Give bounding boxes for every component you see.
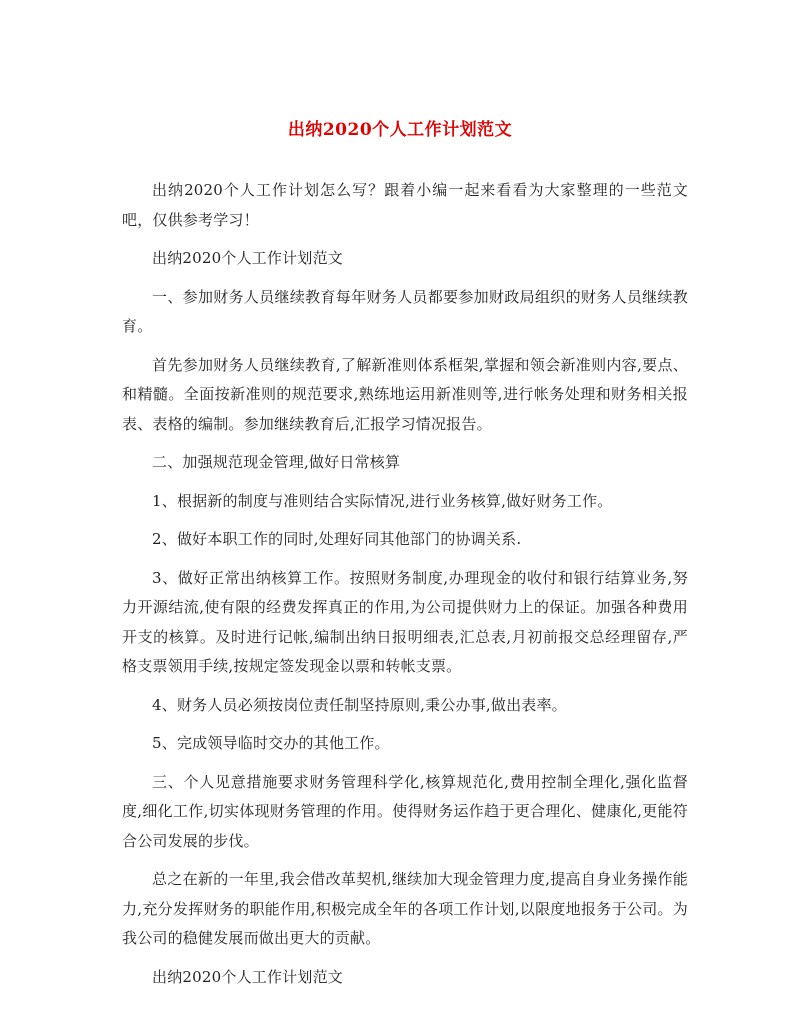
list-item-4: 4、财务人员必须按岗位责任制坚持原则,秉公办事,做出表率。	[152, 695, 567, 714]
document-body	[122, 176, 688, 1001]
intro-paragraph: 出纳2020个人工作计划怎么写？跟着小编一起来看看为大家整理的一些范文吧，仅供参考学习！	[122, 181, 688, 229]
conclusion-paragraph: 总之在新的一年里,我会借改革契机,继续加大现金管理力度,提高自身业务操作能力,充分发挥财务的职能作用,积极完成全年的各项工作计划,以限度地报务于公司。为我公司的稳健发展而做出更大的贡献。	[122, 870, 688, 947]
section-three-paragraph: 三、个人见意措施要求财务管理科学化,核算规范化,费用控制全理化,强化监督度,细化工作,切实体现财务管理的作用。使得财务运作趋于更合理化、健康化,更能符合公司发展的步伐。	[122, 772, 688, 850]
subtitle-paragraph: 出纳2020个人工作计划范文	[152, 249, 343, 267]
list-item-2: 2、做好本职工作的同时,处理好同其他部门的协调关系.	[152, 530, 522, 548]
list-item-5: 5、完成领导临时交办的其他工作。	[152, 734, 390, 752]
section-one-body: 首先参加财务人员继续教育,了解新准则体系框架,掌握和领会新准则内容,要点、和精髓。全面按新准则的规范要求,熟练地运用新准则等,进行帐务处理和财务相关报表、表格的编制。参加继续教育后,汇报学习情况报告。	[122, 355, 688, 433]
closing-subtitle: 出纳2020个人工作计划范文	[152, 967, 343, 986]
section-one-heading: 一、参加财务人员继续教育每年财务人员都要参加财政局组织的财务人员继续教育。	[122, 287, 688, 335]
list-item-1: 1、根据新的制度与准则结合实际情况,进行业务核算,做好财务工作。	[152, 491, 613, 510]
document-title: 出纳2020个人工作计划范文	[287, 120, 513, 140]
section-two-heading: 二、加强规范现金管理,做好日常核算	[152, 453, 401, 471]
list-item-3: 3、做好正常出纳核算工作。按照财务制度,办理现金的收付和银行结算业务,努力开源结流,使有限的经费发挥真正的作用,为公司提供财力上的保证。加强各种费用开支的核算。及时进行记帐,编制出纳日报明细表,汇总表,月初前报交总经理留存,严格支票领用手续,按规定签发现金以票和转帐支票。	[122, 568, 688, 675]
